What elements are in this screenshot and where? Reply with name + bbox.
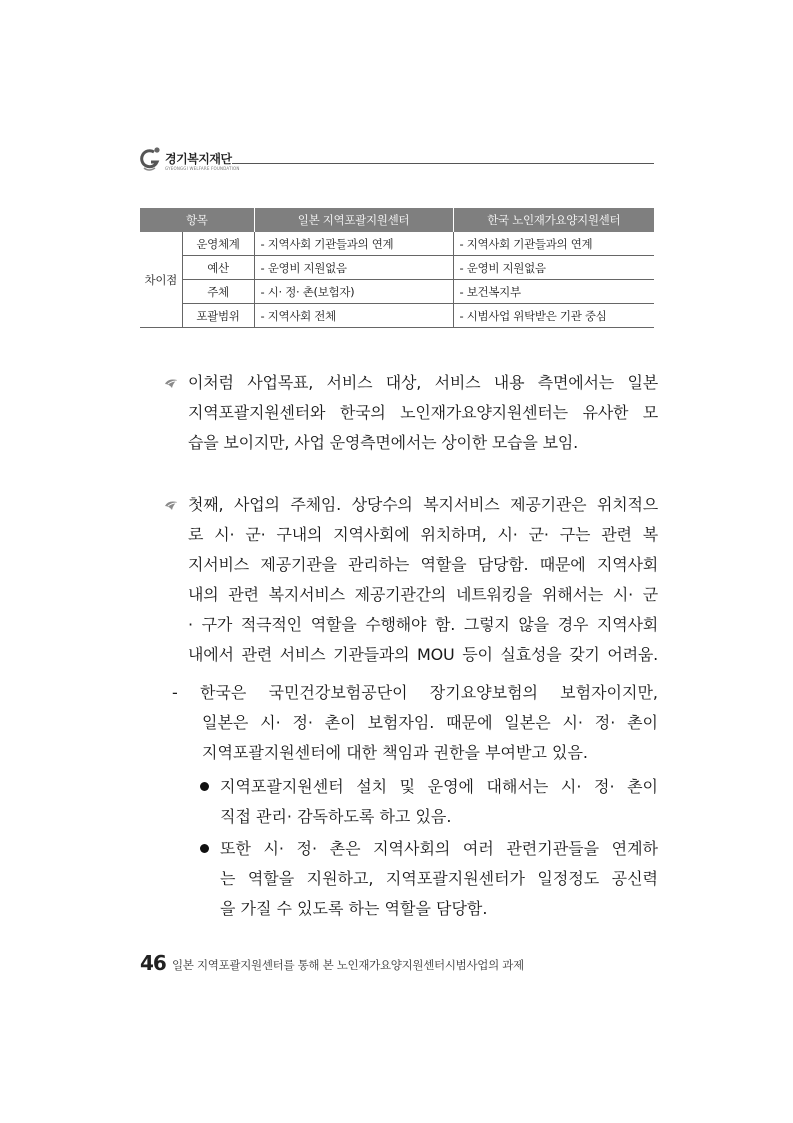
header-item: 항목 [140,208,254,232]
japan-cell: - 시· 정· 촌(보험자) [254,280,453,304]
korea-cell: - 운영비 지원없음 [453,256,654,280]
bullet-dot-icon [200,782,209,791]
row-label: 포괄범위 [182,304,254,328]
row-label: 주체 [182,280,254,304]
dash-line: 지역포괄지원센터에 대한 책임과 권한을 부여받고 있음. [202,743,589,762]
dot-line: 을 가질 수 있도록 하는 역할을 담당함. [220,899,488,918]
dash-line: 일본은 시· 정· 촌이 보험자임. 때문에 일본은 시· 정· 촌이 [202,713,658,732]
group-label: 차이점 [140,232,182,328]
paragraph-line: 지역포괄지원센터와 한국의 노인재가요양지원센터는 유사한 모 [188,403,658,422]
page-number: 46 [140,951,166,975]
korea-cell: - 지역사회 기관들과의 연계 [453,232,654,256]
dash-line: - 한국은 국민건강보험공단이 장기요양보험의 보험자이지만, [172,683,658,702]
comparison-table [140,208,654,328]
logo-text: 경기복지재단 [165,152,232,166]
paragraph-line: 이처럼 사업목표, 서비스 대상, 서비스 내용 측면에서는 일본 [188,373,658,392]
paragraph-line: 지서비스 제공기관을 관리하는 역할을 담당함. 때문에 지역사회 [188,555,658,574]
paragraph-line: 내에서 관련 서비스 기관들과의 MOU 등이 실효성을 갖기 어려움. [188,645,658,664]
paragraph-line: 내의 관련 복지서비스 제공기관간의 네트워킹을 위해서는 시· 군 [188,585,658,604]
table-row [140,256,654,280]
dot-line: 또한 시· 정· 촌은 지역사회의 여러 관련기관들을 연계하 [220,839,658,858]
paragraph-line: 습을 보이지만, 사업 운영측면에서는 상이한 모습을 보임. [188,433,578,452]
table-row [140,280,654,304]
japan-cell: - 운영비 지원없음 [254,256,453,280]
paragraph-line: 첫째, 사업의 주체임. 상당수의 복지서비스 제공기관은 위치적으 [188,495,658,514]
table-row [140,232,654,256]
foundation-logo-icon [140,146,162,172]
korea-cell: - 시범사업 위탁받은 기관 중심 [453,304,654,328]
dot-line: 는 역할을 지원하고, 지역포괄지원센터가 일정정도 공신력 [220,869,658,888]
korea-cell: - 보건복지부 [453,280,654,304]
footer-title: 일본 지역포괄지원센터를 통해 본 노인재가요양지원센터시범사업의 과제 [172,958,524,972]
table-header-row [140,208,654,232]
row-label: 운영체계 [182,232,254,256]
paragraph-line: · 구가 적극적인 역할을 수행해야 함. 그렇지 않을 경우 지역사회 [188,615,658,634]
dot-line: 직접 관리· 감독하도록 하고 있음. [220,807,452,826]
bullet-icon [164,377,180,389]
header-japan: 일본 지역포괄지원센터 [254,208,453,232]
japan-cell: - 지역사회 전체 [254,304,453,328]
page-footer [140,951,660,975]
paragraph-first-point [164,490,658,672]
table-row [140,304,654,328]
paragraph-line: 로 시· 군· 구내의 지역사회에 위치하며, 시· 군· 구는 관련 복 [188,525,658,544]
logo-subtitle: GYEONGGI WELFARE FOUNDATION [165,166,240,171]
dot-line: 지역포괄지원센터 설치 및 운영에 대해서는 시· 정· 촌이 [220,777,658,796]
row-label: 예산 [182,256,254,280]
bullet-dot-icon [200,844,209,853]
header-korea: 한국 노인재가요양지원센터 [453,208,654,232]
paragraph-summary [164,368,658,460]
bullet-icon [164,499,180,511]
dash-list-item [172,678,658,768]
page-header [140,146,654,176]
header-rule [232,163,654,164]
japan-cell: - 지역사회 기관들과의 연계 [254,232,453,256]
